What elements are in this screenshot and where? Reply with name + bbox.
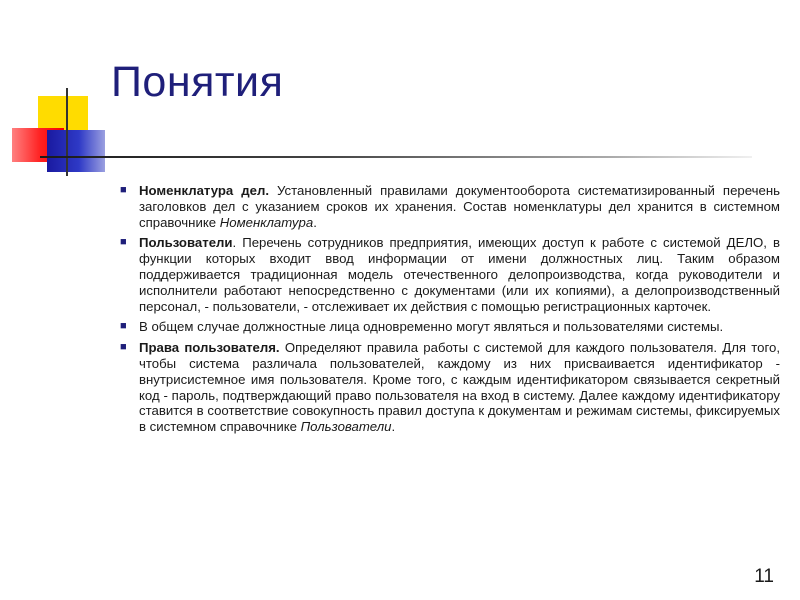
bullet-item-user-rights (120, 340, 780, 435)
slide-title: Понятия (111, 58, 284, 106)
bullet-text: В общем случае должностные лица одновременно могут являться и пользователями системы. (139, 319, 724, 335)
bullet-tail: . (391, 419, 396, 435)
bullet-tail: . (313, 214, 317, 230)
term-label: Права пользователя. (139, 340, 280, 356)
bullet-marker-icon: ■ (120, 341, 127, 354)
bullet-marker-icon: ■ (120, 320, 127, 333)
term-label: Номенклатура дел. (139, 183, 270, 198)
term-label: Пользователи (139, 235, 233, 251)
bullet-text: . Перечень сотрудников предприятия, имеющих доступ к работе с системой ДЕЛО, в функции которых входит ввод информации от имени должностных лиц. Таким образом поддерживается традиционная модель отечественного делопроизводства, когда руководители и исполнители работают непосредственно с документами (или их копиями), а делопроизводственный персонал, - пользователи, - отслеживает их действия с помощью регистрационных карточек. (139, 235, 780, 314)
decor-vertical-line (66, 88, 68, 176)
page-number: 11 (754, 566, 774, 587)
bullet-text: Определяют правила работы с системой для каждого пользователя. Для того, чтобы система различала пользователей, каждому из них присваивается идентификатор - внутрисистемное имя пользователя. Кроме того, с каждым идентификатором связывается секретный код - пароль, подтверждающий право пользователя на вход в систему. Далее каждому идентификатору ставится в соответствие совокупность правил доступа к документам и режимам системы, фиксируемых в системном справочнике (139, 340, 780, 435)
bullet-item-users (120, 235, 780, 314)
bullet-list (120, 183, 780, 440)
title-underline (40, 156, 752, 158)
bullet-item-general-case (120, 319, 780, 335)
bullet-item-nomenclature (120, 183, 780, 230)
bullet-marker-icon: ■ (120, 236, 127, 249)
italic-reference: Номенклатура (219, 214, 314, 230)
bullet-marker-icon: ■ (120, 184, 127, 196)
italic-reference: Пользователи (300, 419, 392, 435)
bullet-text: Установленный правилами документооборота систематизированный перечень заголовков дел с указанием сроков их хранения. Состав номенклатуры дел хранится в системном справочнике (139, 183, 780, 230)
decor-blue-square (47, 130, 105, 172)
